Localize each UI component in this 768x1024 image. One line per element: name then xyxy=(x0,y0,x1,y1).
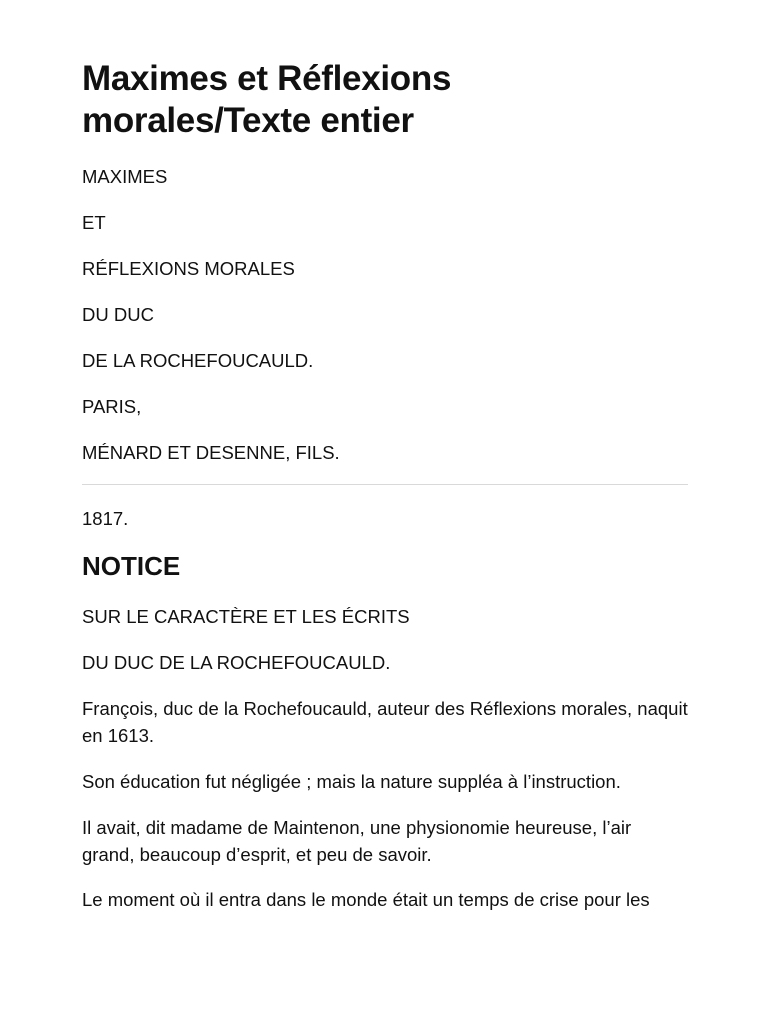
title-line-city: PARIS, xyxy=(82,396,142,417)
title-line-author: DE LA ROCHEFOUCAULD. xyxy=(82,350,314,371)
title-line-du-duc: DU DUC xyxy=(82,304,154,325)
title-line-publisher: MÉNARD ET DESENNE, FILS. xyxy=(82,442,340,463)
title-line-et: ET xyxy=(82,212,106,233)
notice-heading: NOTICE xyxy=(82,551,181,581)
page-title: Maximes et Réflexions morales/Texte entier xyxy=(82,59,452,140)
title-line-maximes: MAXIMES xyxy=(82,166,168,187)
notice-paragraph-1: François, duc de la Rochefoucauld, auteur des Réflexions morales, naquit en 1613. xyxy=(82,698,688,746)
notice-paragraph-4: Le moment où il entra dans le monde était un temps de crise pour les xyxy=(82,889,650,910)
title-line-reflexions: RÉFLEXIONS MORALES xyxy=(82,258,295,279)
notice-subtitle-1: SUR LE CARACTÈRE ET LES ÉCRITS xyxy=(82,606,410,627)
notice-subtitle-2: DU DUC DE LA ROCHEFOUCAULD. xyxy=(82,652,391,673)
publication-year: 1817. xyxy=(82,508,129,529)
notice-paragraph-2: Son éducation fut négligée ; mais la nature suppléa à l’instruction. xyxy=(82,771,621,792)
horizontal-divider xyxy=(82,484,688,485)
notice-paragraph-3: Il avait, dit madame de Maintenon, une physionomie heureuse, l’air grand, beaucoup d’esprit, et peu de savoir. xyxy=(82,817,632,865)
